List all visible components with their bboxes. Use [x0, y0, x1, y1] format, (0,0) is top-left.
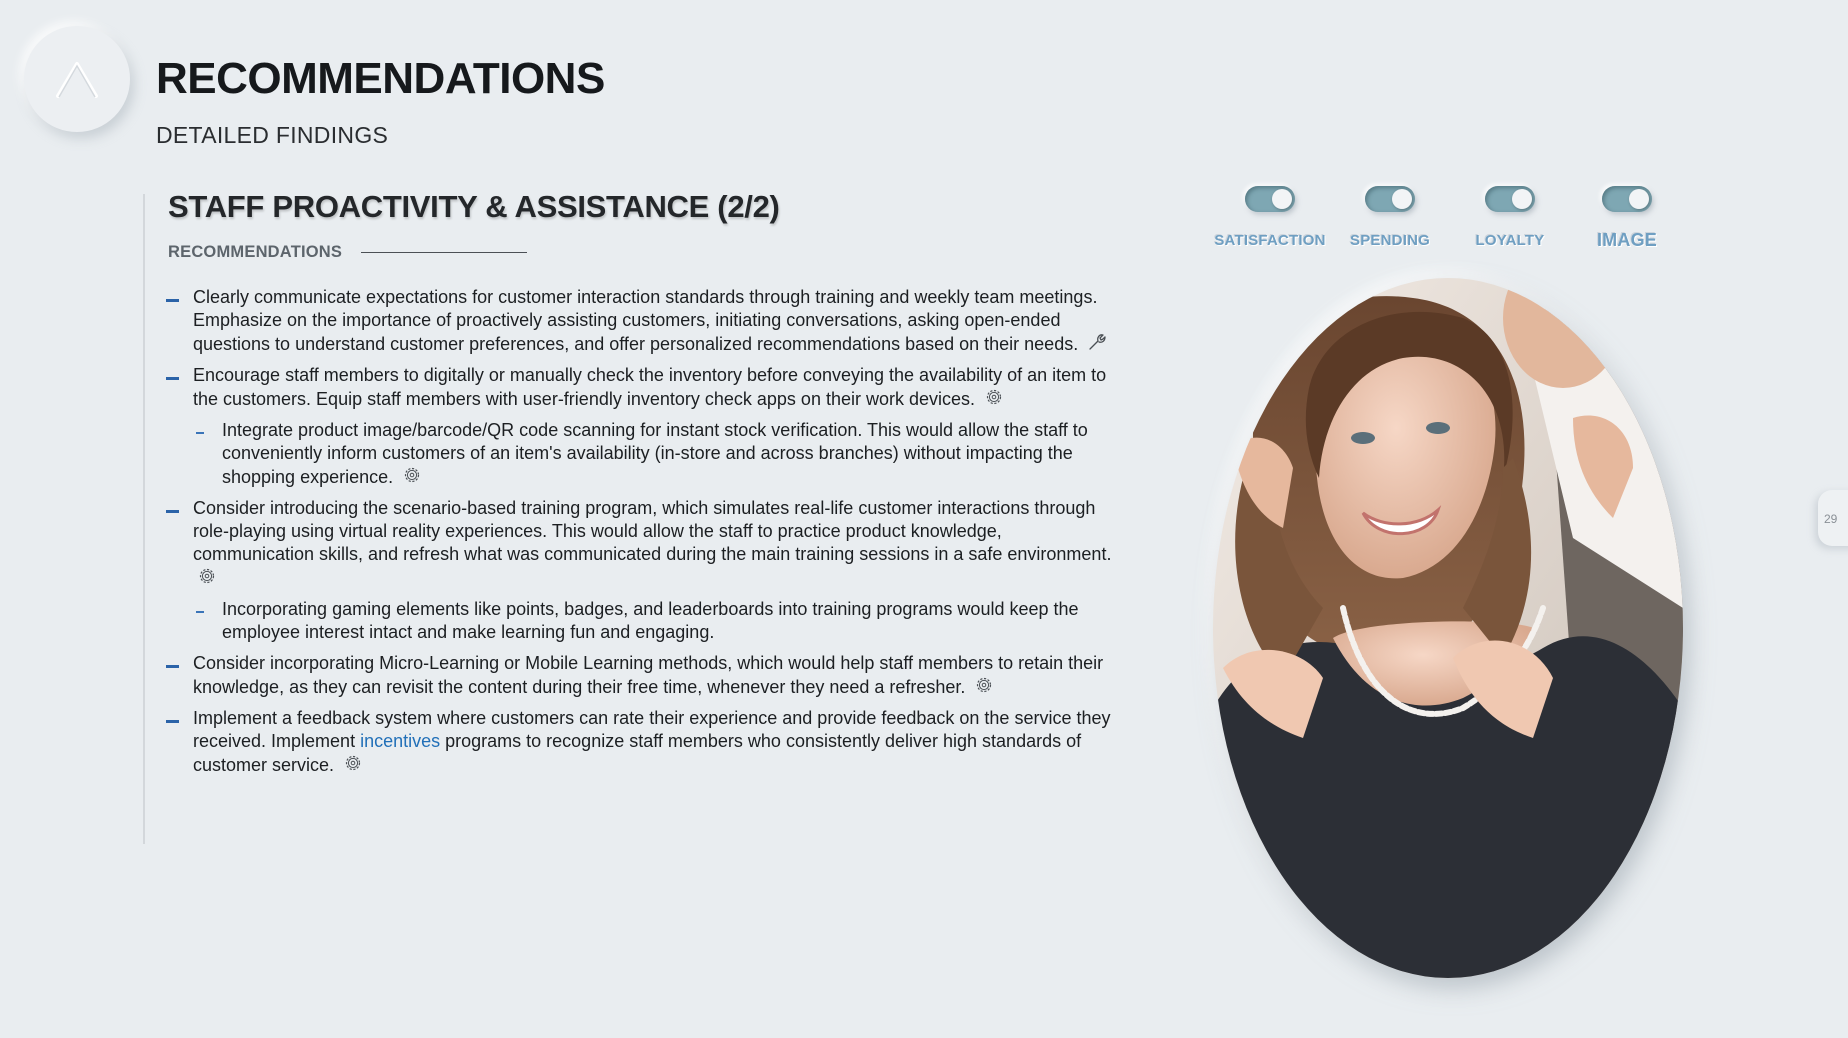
toggle-label: SATISFACTION: [1214, 232, 1326, 249]
toggle-label: SPENDING: [1350, 232, 1430, 249]
section-label-row: [168, 243, 527, 262]
recommendation-item: [166, 707, 1126, 777]
section-title: STAFF PROACTIVITY & ASSISTANCE (2/2): [168, 189, 780, 224]
gear-icon: [974, 675, 994, 695]
toggle-loyalty[interactable]: [1450, 186, 1570, 249]
toggle-knob: [1629, 189, 1649, 209]
toggle-knob: [1392, 189, 1412, 209]
recommendation-item: [166, 652, 1126, 699]
section-label: RECOMMENDATIONS: [168, 243, 343, 261]
recommendation-item: [166, 497, 1126, 590]
gear-icon: [343, 753, 363, 773]
incentives-link[interactable]: incentives: [360, 731, 441, 751]
recommendation-subitem: [166, 598, 1126, 644]
recommendation-text: programs to recognize staff members who consistently deliver high standards of customer service.: [193, 731, 1082, 775]
wrench-icon: [1087, 332, 1107, 352]
page-number: 29: [1824, 512, 1838, 526]
recommendation-text: Incorporating gaming elements like points, badges, and leaderboards into training programs would keep the employee interest intact and make learning fun and engaging.: [222, 599, 1079, 642]
toggle-knob: [1512, 189, 1532, 209]
page-subtitle: DETAILED FINDINGS: [156, 122, 389, 148]
recommendation-text: Implement a feedback system where customers can rate their experience and provide feedback on the service they received. Implement: [193, 708, 1111, 751]
toggle-switch[interactable]: [1365, 186, 1415, 212]
recommendation-text: Clearly communicate expectations for customer interaction standards through training and weekly team meetings. Emphasize on the importance of proactively assisting customers, initiating conversations, asking open-ended questions to understand customer preferences, and offer personalized recommendations based on their needs.: [193, 287, 1098, 354]
toggle-label: LOYALTY: [1475, 232, 1545, 249]
recommendation-text: Consider introducing the scenario-based training program, which simulates real-life customer interactions through role-playing using virtual reality experiences. This would allow the staff to practice product knowledge, communication skills, and refresh what was communicated during the main training sessions in a safe environment.: [193, 498, 1112, 564]
recommendation-text: Consider incorporating Micro-Learning or Mobile Learning methods, which would help staff members to retain their knowledge, as they can revisit the content during their free time, whenever they need a refresher.: [193, 653, 1104, 697]
toggle-knob: [1272, 189, 1292, 209]
toggle-satisfaction[interactable]: [1210, 186, 1330, 249]
metric-toggle-panel: [1210, 160, 1690, 272]
recommendation-item: [166, 286, 1126, 356]
toggle-label: IMAGE: [1596, 230, 1657, 250]
photo-illustration: [1213, 278, 1683, 978]
gear-icon: [402, 465, 422, 485]
recommendation-subitem: [166, 419, 1126, 489]
content-divider: [143, 194, 145, 844]
toggle-switch[interactable]: [1602, 186, 1652, 212]
gear-icon: [197, 566, 217, 586]
company-logo: [24, 26, 130, 132]
toggle-spending[interactable]: [1330, 186, 1450, 249]
recommendation-text: Integrate product image/barcode/QR code scanning for instant stock verification. This would allow the staff to conveniently inform customers of an item's availability (in-store and across branches) without impacting the shopping experience.: [222, 420, 1088, 487]
toggle-switch[interactable]: [1485, 186, 1535, 212]
recommendation-item: [166, 364, 1126, 411]
toggle-switch[interactable]: [1245, 186, 1295, 212]
toggle-image[interactable]: [1567, 186, 1687, 251]
recommendation-text: Encourage staff members to digitally or manually check the inventory before conveying the availability of an item to the customers. Equip staff members with user-friendly inventory check apps on their work devices.: [193, 365, 1107, 409]
section-underline: [361, 252, 527, 253]
chevron-up-logo-icon: [24, 26, 130, 132]
page-title: RECOMMENDATIONS: [156, 54, 605, 103]
gear-icon: [984, 387, 1004, 407]
recommendations-list: [166, 286, 1126, 785]
hero-photo: [1213, 278, 1683, 978]
